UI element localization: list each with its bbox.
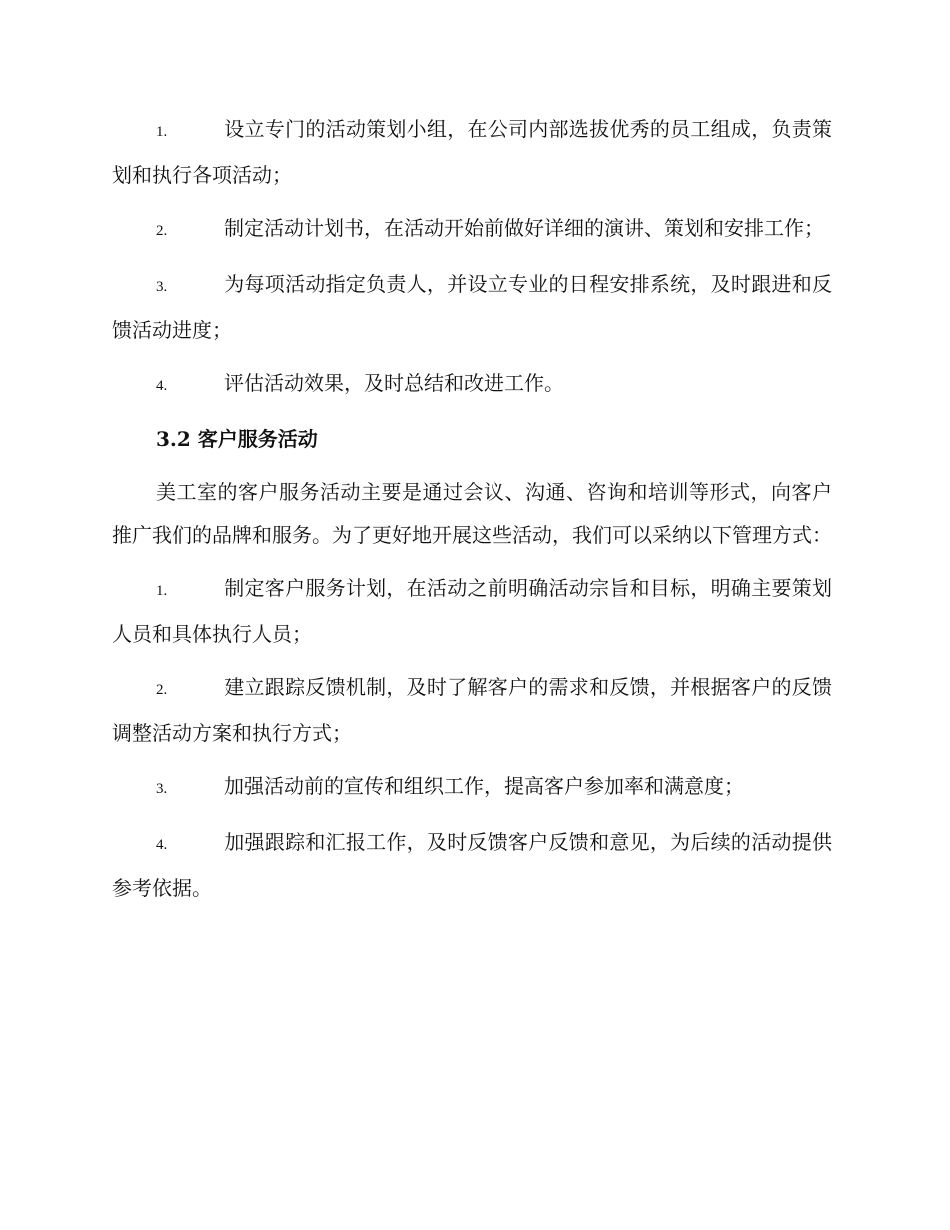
document-page: [112, 108, 832, 920]
list-text: 设立专门的活动策划小组，在公司内部选拔优秀的员工组成，负责策划和执行各项活动；: [112, 117, 832, 187]
list-text: 建立跟踪反馈机制，及时了解客户的需求和反馈，并根据客户的反馈调整活动方案和执行方式；: [112, 675, 832, 745]
list-item: [112, 207, 832, 253]
list-item: [112, 821, 832, 910]
list-number: 3.: [156, 279, 168, 295]
list-number: 4.: [156, 837, 168, 853]
list-number: 1.: [156, 583, 168, 599]
list-item: [112, 108, 832, 197]
list-text: 为每项活动指定负责人，并设立专业的日程安排系统，及时跟进和反馈活动进度；: [112, 272, 832, 342]
list-text: 评估活动效果，及时总结和改进工作。: [224, 371, 564, 395]
list-item: [112, 567, 832, 656]
list-text: 加强活动前的宣传和组织工作，提高客户参加率和满意度；: [224, 774, 744, 798]
list-number: 3.: [156, 781, 168, 797]
list-item: [112, 765, 832, 811]
list-text: 加强跟踪和汇报工作，及时反馈客户反馈和意见，为后续的活动提供参考依据。: [112, 830, 832, 900]
list-item: [112, 362, 832, 408]
list-number: 2.: [156, 682, 168, 698]
list-item: [112, 666, 832, 755]
section-intro-paragraph: 美工室的客户服务活动主要是通过会议、沟通、咨询和培训等形式，向客户推广我们的品牌和服务。为了更好地开展这些活动，我们可以采纳以下管理方式：: [112, 480, 832, 547]
section-heading: 3.2 客户服务活动: [156, 427, 318, 451]
list-item: [112, 263, 832, 352]
list-text: 制定客户服务计划，在活动之前明确活动宗旨和目标，明确主要策划人员和具体执行人员；: [112, 576, 832, 646]
list-number: 4.: [156, 378, 168, 394]
list-number: 1.: [156, 124, 168, 140]
list-number: 2.: [156, 223, 168, 239]
list-text: 制定活动计划书，在活动开始前做好详细的演讲、策划和安排工作；: [224, 216, 824, 240]
